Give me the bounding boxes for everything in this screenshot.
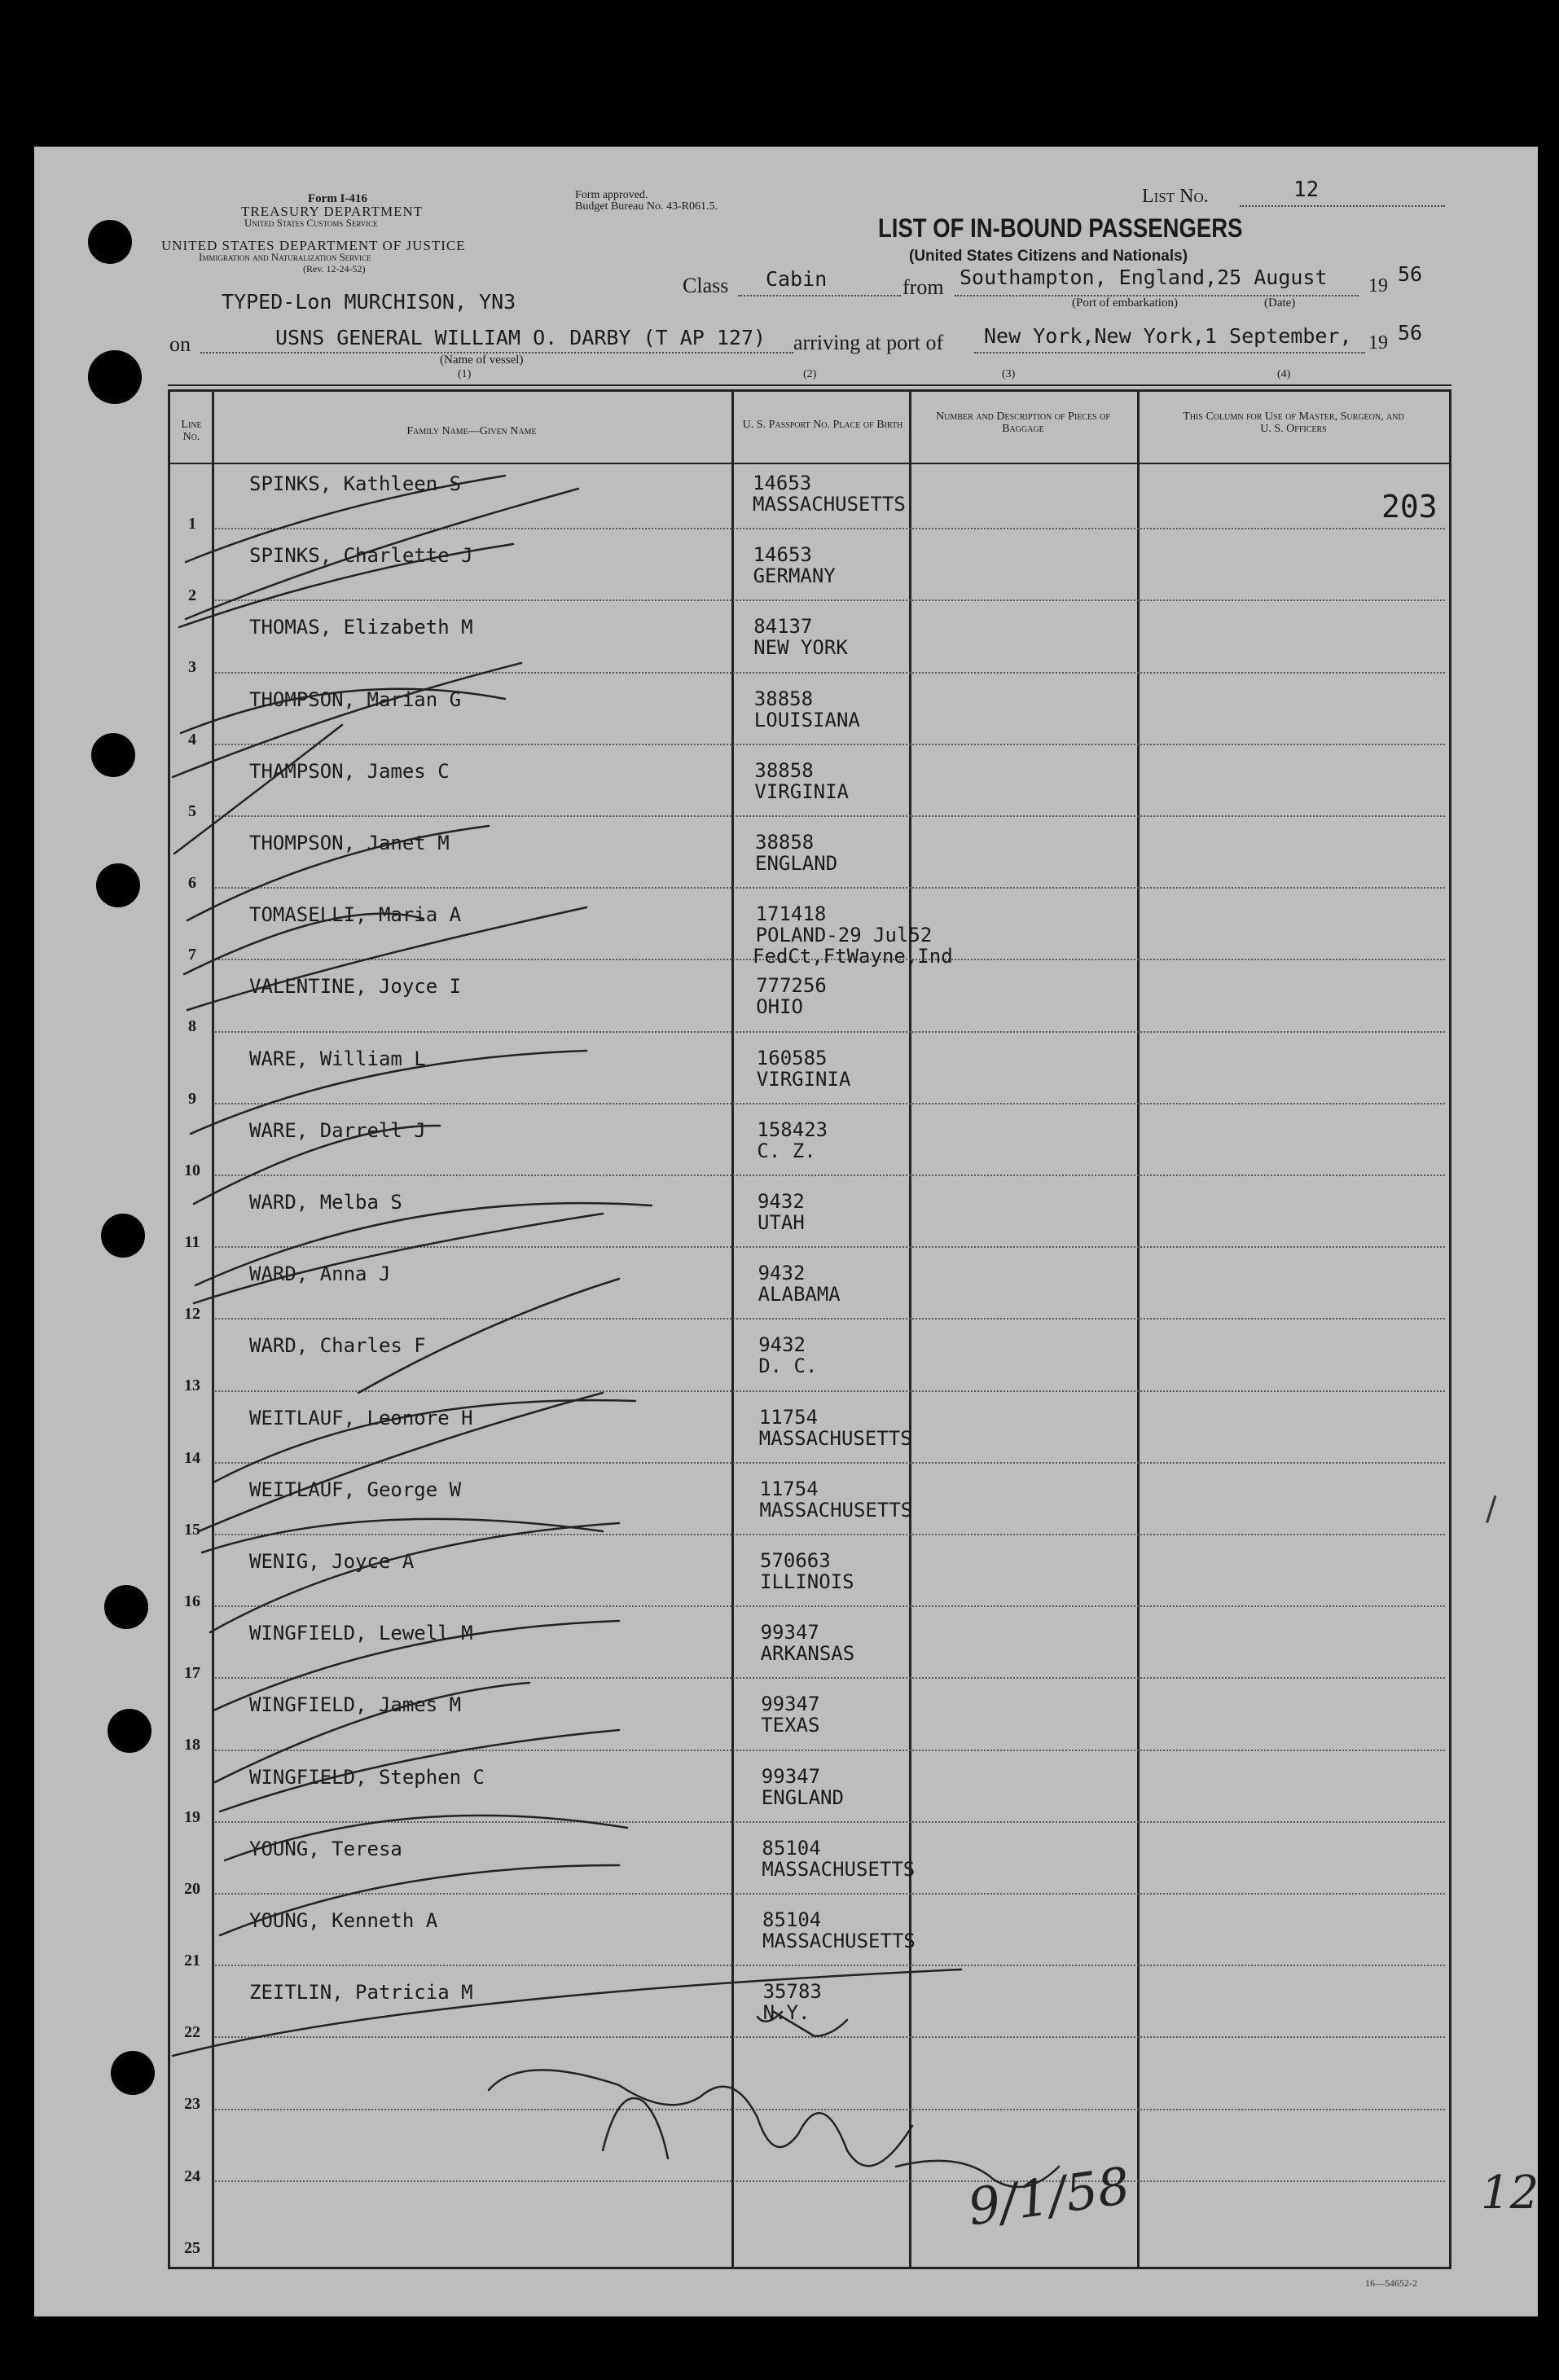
table-row-line-number: 5 bbox=[188, 801, 196, 820]
table-row-line-number: 21 bbox=[184, 1952, 200, 1969]
table-row-line-number: 7 bbox=[188, 946, 196, 964]
table-row-line-number: 4 bbox=[188, 730, 196, 749]
table-row-passport: 38858 bbox=[754, 758, 814, 782]
list-no-value: 12 bbox=[1293, 178, 1320, 202]
typed-by: TYPED-Lon MURCHISON, YN3 bbox=[222, 290, 516, 314]
margin-tick-mark: / bbox=[1486, 1491, 1497, 1528]
table-row-passport: 99347 bbox=[760, 1621, 819, 1644]
table-row-birthplace: LOUISIANA bbox=[753, 708, 860, 731]
table-row-line-number: 14 bbox=[184, 1448, 200, 1467]
revision-date: (Rev. 12-24-52) bbox=[303, 263, 366, 274]
immigration-service: Immigration and Naturalization Service bbox=[199, 251, 371, 263]
table-row-passport: 99347 bbox=[761, 1764, 821, 1788]
table-row-line-number: 2 bbox=[188, 586, 196, 605]
table-row-name: WEITLAUF, Leonore H bbox=[249, 1406, 473, 1429]
table-row-passport: 160585 bbox=[756, 1046, 828, 1069]
table-row-line-number: 8 bbox=[188, 1017, 196, 1036]
vessel-name-label: (Name of vessel) bbox=[440, 353, 524, 367]
header-line-no: Line No. bbox=[181, 419, 202, 443]
table-row-name: WARE, Darrell J bbox=[249, 1118, 426, 1142]
table-row-line-number: 12 bbox=[184, 1305, 200, 1324]
year-prefix: 19 bbox=[1368, 332, 1388, 353]
table-row-line-number: 18 bbox=[184, 1736, 200, 1754]
table-row-name: WARE, William L bbox=[249, 1047, 426, 1070]
table-row-line-number: 10 bbox=[184, 1161, 200, 1179]
on-label: on bbox=[169, 332, 191, 356]
table-row-birthplace: MASSACHUSETTS bbox=[759, 1498, 913, 1522]
table-row-name: THOMAS, Elizabeth M bbox=[249, 616, 473, 639]
table-row-name: WARD, Melba S bbox=[249, 1191, 402, 1214]
budget-bureau-no: Budget Bureau No. 43-R061.5. bbox=[575, 200, 718, 213]
table-row-name: THOMPSON, Marian G bbox=[249, 687, 462, 711]
from-label: from bbox=[902, 275, 944, 299]
table-row-birthplace: ARKANSAS bbox=[760, 1642, 855, 1666]
table-row-name: THAMPSON, James C bbox=[249, 759, 450, 783]
table-row-line-number: 9 bbox=[188, 1089, 196, 1108]
table-row-passport: 38858 bbox=[753, 687, 814, 710]
table-row-line-number: 20 bbox=[184, 1879, 200, 1898]
justice-department: UNITED STATES DEPARTMENT OF JUSTICE bbox=[161, 238, 466, 253]
table-row-birthplace: VIRGINIA bbox=[756, 1067, 851, 1091]
table-row-passport: 35783 bbox=[762, 1980, 822, 2004]
class-label: Class bbox=[683, 274, 729, 297]
table-row-passport: 171418 bbox=[755, 902, 827, 926]
document-title: LIST OF IN-BOUND PASSENGERS bbox=[878, 213, 1243, 243]
year-prefix: 19 bbox=[1368, 275, 1388, 296]
from-value: Southampton, England,25 August bbox=[960, 266, 1328, 289]
customs-service: United States Customs Service bbox=[244, 217, 378, 229]
table-row-passport: 158423 bbox=[757, 1118, 828, 1141]
class-value: Cabin bbox=[766, 267, 828, 291]
table-row-birthplace: ILLINOIS bbox=[760, 1570, 854, 1593]
form-approved: Form approved. bbox=[575, 189, 648, 201]
table-row-birthplace: N.Y. bbox=[762, 2001, 810, 2025]
table-row-passport: 570663 bbox=[760, 1549, 831, 1572]
table-row-line-number: 1 bbox=[188, 515, 196, 533]
col-number: (3) bbox=[1002, 368, 1016, 380]
form-printing-code: 16—54652-2 bbox=[1365, 2277, 1417, 2289]
table-row-birthplace: NEW YORK bbox=[753, 636, 848, 660]
document-subtitle: (United States Citizens and Nationals) bbox=[909, 248, 1188, 265]
table-row-birthplace: ENGLAND bbox=[755, 852, 838, 875]
table-row-passport: 38858 bbox=[755, 831, 815, 854]
table-row-line-number: 13 bbox=[184, 1377, 200, 1395]
table-row-passport: 84137 bbox=[753, 615, 813, 639]
table-row-birthplace: OHIO bbox=[756, 995, 803, 1019]
table-row-birthplace: MASSACHUSETTS bbox=[762, 1857, 916, 1881]
col-number: (1) bbox=[458, 368, 472, 380]
table-row-name: ZEITLIN, Patricia M bbox=[249, 1981, 473, 2005]
table-row-passport: 11754 bbox=[759, 1477, 819, 1500]
table-row-birthplace: VIRGINIA bbox=[754, 779, 849, 803]
table-row-birthplace: D. C. bbox=[758, 1355, 818, 1378]
table-row-name: SPINKS, Charlette J bbox=[249, 544, 473, 568]
handwritten-date: 9/1/58 bbox=[964, 2155, 1134, 2237]
table-row-passport: 11754 bbox=[758, 1405, 819, 1429]
table-row-passport: 9432 bbox=[758, 1333, 806, 1357]
year-value: 56 bbox=[1398, 321, 1423, 345]
table-row-passport: 14653 bbox=[753, 543, 812, 567]
table-row-birthplace: MASSACHUSETTS bbox=[762, 1930, 916, 1952]
table-row-naturalization: FedCt,FtWayne,Ind bbox=[753, 945, 953, 968]
col-number: (4) bbox=[1277, 368, 1291, 380]
list-no-label: List No. bbox=[1142, 186, 1209, 207]
header-name: Family Name—Given Name bbox=[406, 425, 537, 437]
arriving-label: arriving at port of bbox=[793, 331, 944, 354]
table-row-passport: 777256 bbox=[756, 974, 827, 998]
table-row-name: YOUNG, Teresa bbox=[249, 1837, 402, 1860]
header-baggage: Number and Description of Pieces of Baggage bbox=[936, 411, 1110, 435]
table-row-birthplace: GERMANY bbox=[753, 564, 836, 588]
table-row-line-number: 24 bbox=[184, 2167, 200, 2185]
year-value: 56 bbox=[1398, 262, 1423, 286]
table-row-line-number: 25 bbox=[184, 2238, 200, 2257]
header-passport: U. S. Passport No. Place of Birth bbox=[742, 419, 903, 431]
table-row-passport: 85104 bbox=[762, 1836, 821, 1860]
table-row-line-number: 22 bbox=[184, 2023, 200, 2042]
form-number: Form I-416 bbox=[308, 192, 367, 205]
table-row-name: VALENTINE, Joyce I bbox=[249, 975, 462, 999]
col-number: (2) bbox=[803, 368, 817, 380]
table-row-birthplace: MASSACHUSETTS bbox=[758, 1426, 912, 1450]
table-row-line-number: 19 bbox=[184, 1807, 200, 1826]
table-row-passport: 14653 bbox=[753, 472, 812, 494]
date-label: (Date) bbox=[1264, 296, 1296, 310]
table-row-line-number: 16 bbox=[184, 1592, 200, 1610]
table-row-line-number: 15 bbox=[184, 1520, 200, 1539]
vessel-name: USNS GENERAL WILLIAM O. DARBY (T AP 127) bbox=[275, 326, 766, 349]
table-row-name: WINGFIELD, James M bbox=[249, 1693, 462, 1717]
table-row-passport: 9432 bbox=[758, 1190, 805, 1213]
table-row-line-number: 17 bbox=[184, 1664, 200, 1683]
table-row-name: WEITLAUF, George W bbox=[249, 1478, 462, 1501]
port-embarkation-label: (Port of embarkation) bbox=[1072, 296, 1178, 310]
table-row-name: WENIG, Joyce A bbox=[249, 1550, 415, 1573]
table-row-name: WARD, Anna J bbox=[249, 1262, 391, 1286]
table-row-name: WARD, Charles F bbox=[249, 1334, 426, 1358]
table-row-name: WINGFIELD, Lewell M bbox=[249, 1622, 473, 1645]
table-row-line-number: 6 bbox=[188, 874, 196, 892]
page-count: 203 bbox=[1381, 489, 1438, 525]
table-row-line-number: 11 bbox=[184, 1233, 200, 1251]
table-row-name: WINGFIELD, Stephen C bbox=[249, 1765, 485, 1789]
table-row-passport: 9432 bbox=[758, 1262, 806, 1285]
treasury-department: TREASURY DEPARTMENT bbox=[241, 204, 424, 219]
margin-handwritten-number: 12 bbox=[1481, 2167, 1539, 2220]
table-row-name: THOMPSON, Janet M bbox=[249, 832, 450, 854]
table-row-name: TOMASELLI, Maria A bbox=[249, 903, 462, 927]
table-row-name: SPINKS, Kathleen S bbox=[249, 472, 462, 495]
table-row-line-number: 23 bbox=[184, 2095, 200, 2114]
table-row-birthplace: C. Z. bbox=[757, 1139, 816, 1162]
table-row-passport: 99347 bbox=[761, 1693, 820, 1716]
table-row-birthplace: ENGLAND bbox=[761, 1785, 844, 1809]
table-row-name: YOUNG, Kenneth A bbox=[249, 1909, 438, 1932]
arrival-port-date: New York,New York,1 September, bbox=[984, 324, 1352, 348]
table-row-birthplace: MASSACHUSETTS bbox=[753, 493, 906, 516]
header-officers: This Column for Use of Master, Surgeon, and U. S. Officers bbox=[1183, 411, 1404, 435]
table-row-line-number: 3 bbox=[188, 658, 196, 677]
table-row-passport: 85104 bbox=[762, 1908, 822, 1931]
table-row-birthplace: POLAND-29 Jul52 bbox=[755, 924, 933, 947]
table-row-birthplace: TEXAS bbox=[761, 1714, 820, 1737]
table-row-birthplace: ALABAMA bbox=[758, 1283, 841, 1306]
table-row-birthplace: UTAH bbox=[758, 1211, 805, 1234]
